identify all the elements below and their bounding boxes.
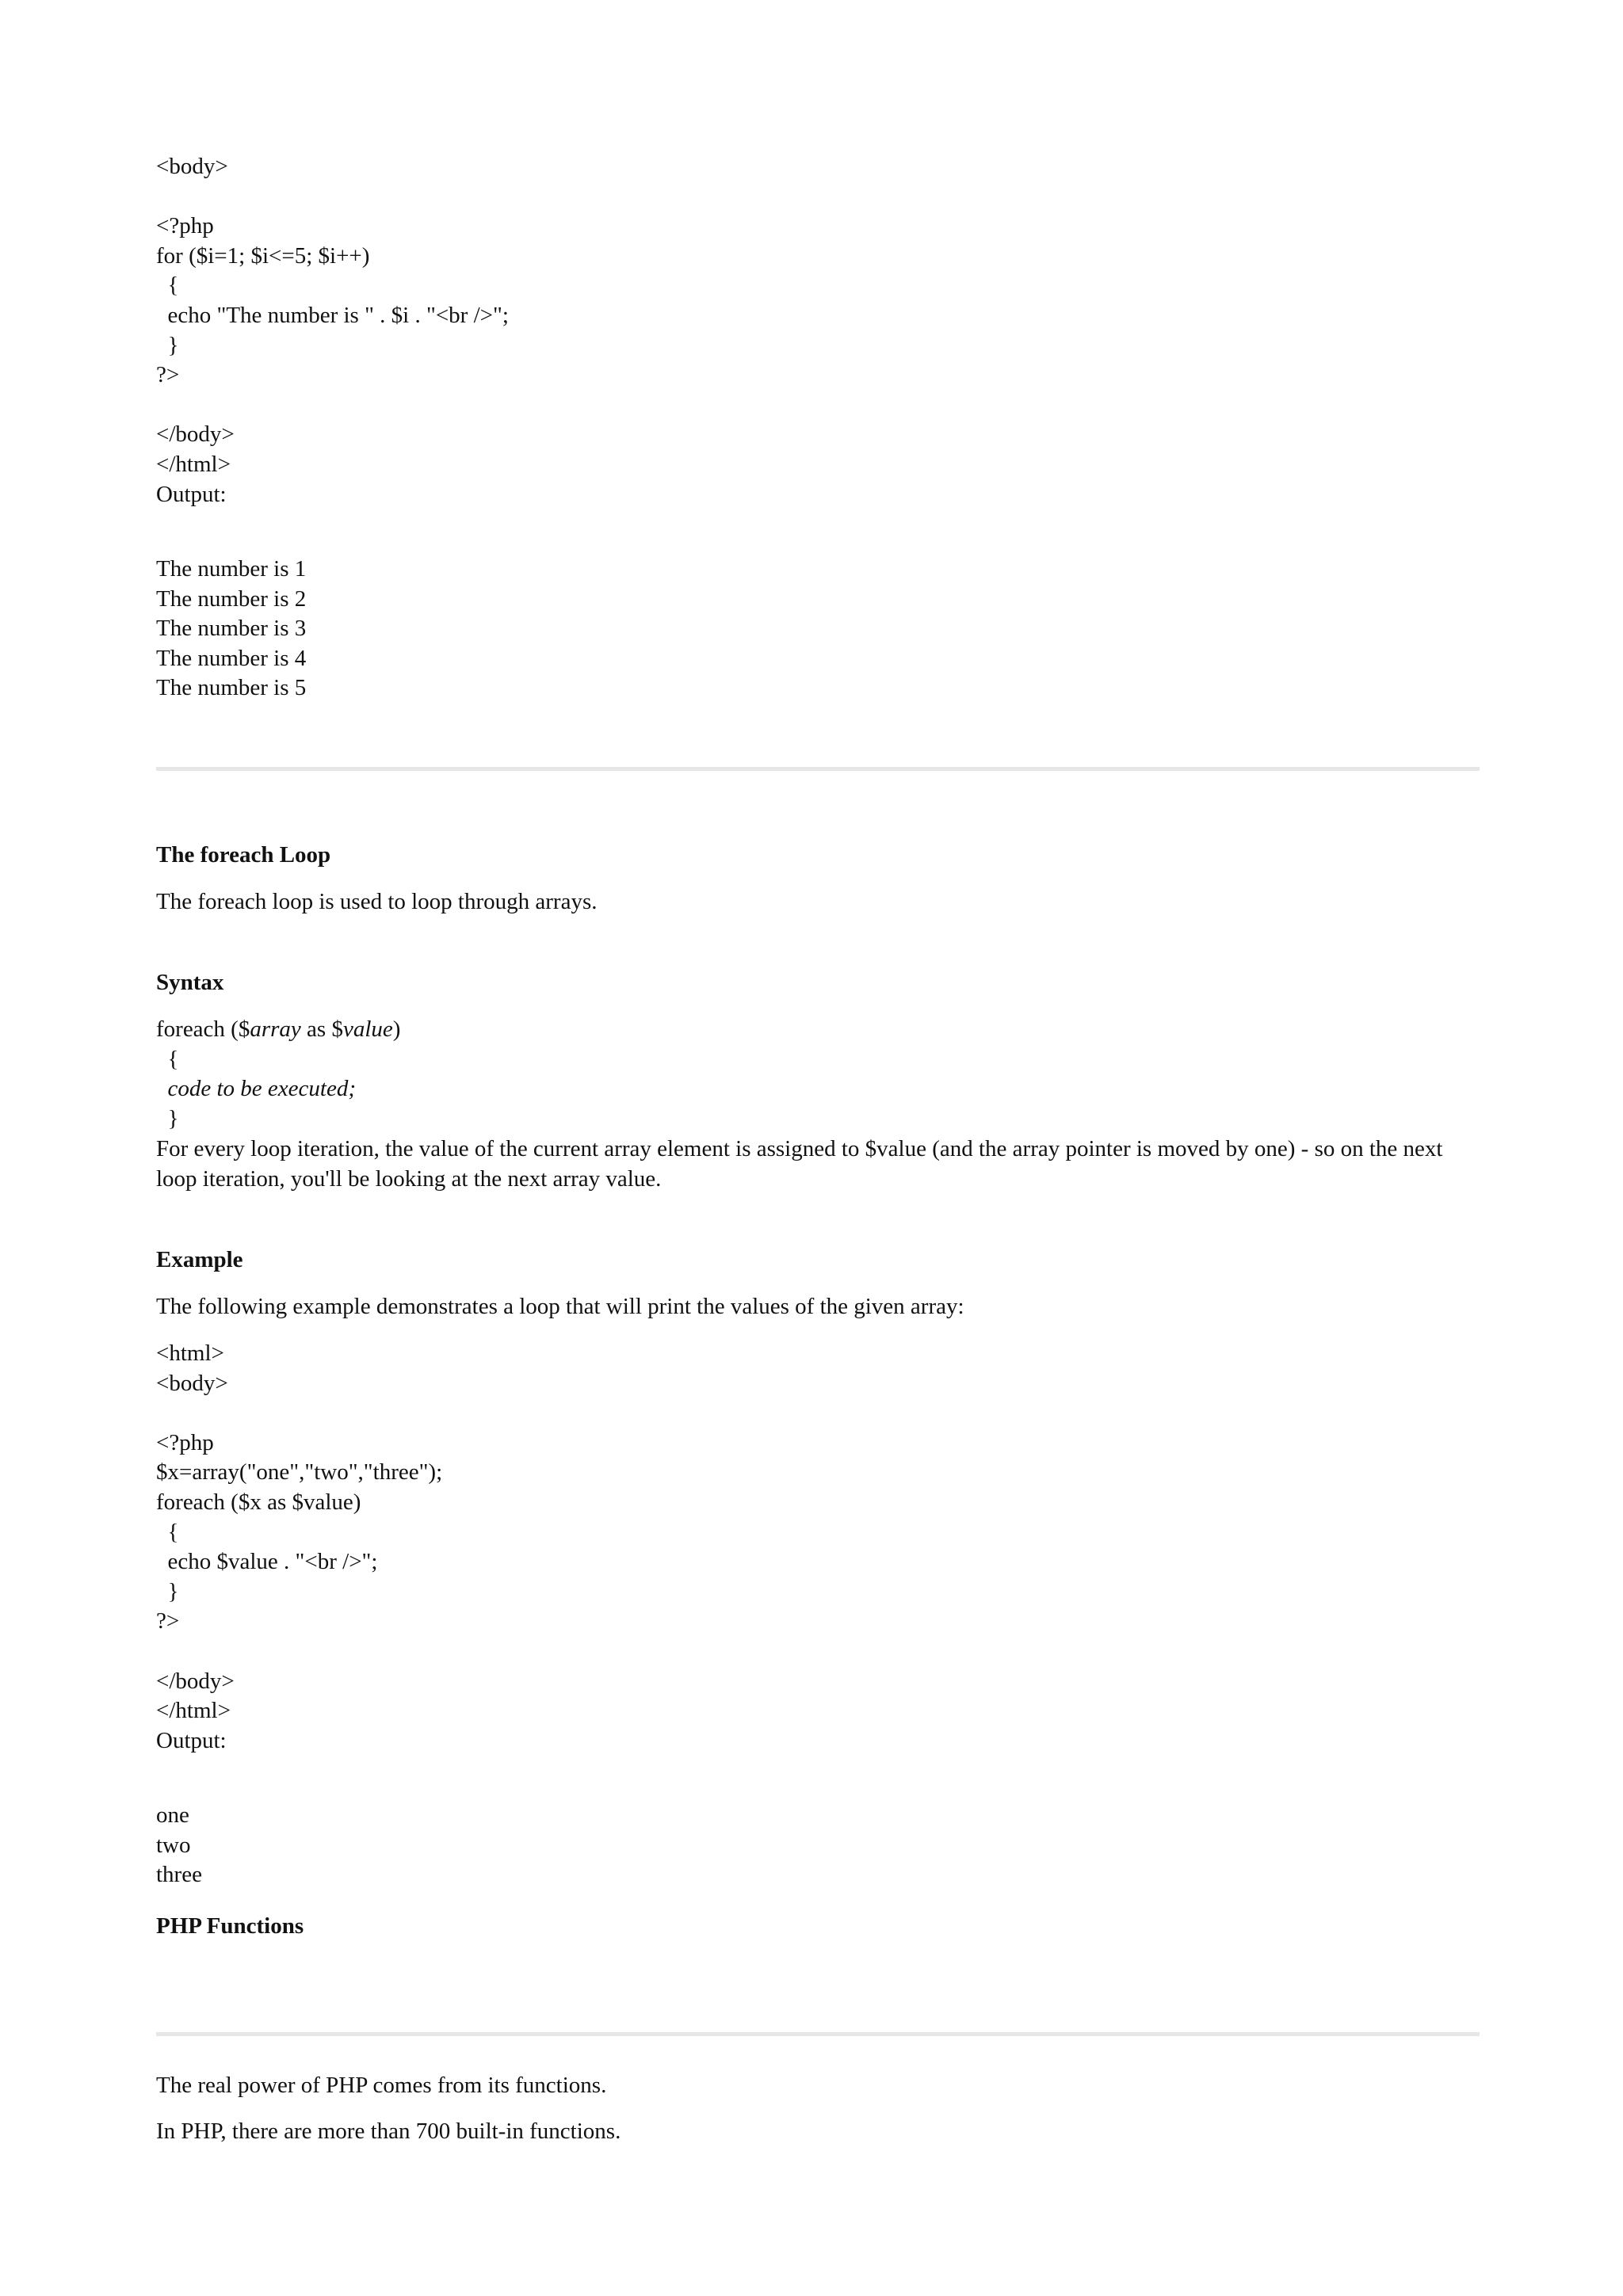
- code-line: <?php: [156, 1429, 214, 1455]
- code-line: foreach ($x as $value): [156, 1489, 361, 1515]
- foreach-intro-paragraph: The foreach loop is used to loop through arrays.: [156, 889, 598, 914]
- section-heading-foreach: The foreach Loop: [156, 842, 331, 868]
- functions-paragraph-1: The real power of PHP comes from its functions.: [156, 2073, 607, 2098]
- code-line: <body>: [156, 154, 228, 179]
- code-line: [156, 1637, 442, 1667]
- code-line: echo $value . "<br />";: [156, 1549, 378, 1575]
- code-line: </body>: [156, 421, 235, 448]
- output-line: The number is 3: [156, 616, 307, 642]
- example-heading: Example: [156, 1247, 243, 1272]
- code-line: </html>: [156, 1698, 231, 1724]
- code-line: echo "The number is " . $i . "<br />";: [156, 302, 509, 328]
- code-line: for ($i=1; $i<=5; $i++): [156, 242, 370, 269]
- code-line: <body>: [156, 1370, 228, 1396]
- code-line: ?>: [156, 1608, 180, 1634]
- output-line: one: [156, 1802, 189, 1828]
- output-line: The number is 5: [156, 675, 307, 701]
- output-line: The number is 1: [156, 556, 307, 582]
- example-intro-paragraph: The following example demonstrates a loop that will print the values of the given array:: [156, 1294, 964, 1319]
- code-line: $x=array("one","two","three");: [156, 1459, 443, 1486]
- code-line: <html>: [156, 1341, 224, 1366]
- code-line: <?php: [156, 213, 214, 239]
- output-label: Output:: [156, 1727, 227, 1753]
- code-line: }: [156, 332, 179, 358]
- code-line: {: [156, 273, 179, 299]
- code-line: </html>: [156, 451, 231, 477]
- code-block-for-loop: [156, 152, 509, 509]
- syntax-text: ): [392, 1016, 401, 1042]
- code-line: ?>: [156, 362, 180, 388]
- horizontal-divider: [156, 767, 1480, 771]
- code-line: </body>: [156, 1668, 235, 1694]
- output-line: The number is 4: [156, 645, 307, 671]
- code-line: [156, 391, 509, 421]
- syntax-heading: Syntax: [156, 970, 224, 995]
- code-line: [156, 1398, 442, 1428]
- output-label: Output:: [156, 481, 227, 507]
- syntax-block: [156, 1015, 400, 1134]
- syntax-line: [156, 1015, 400, 1045]
- output-block-foreach: [156, 1801, 202, 1890]
- code-line: {: [156, 1519, 179, 1545]
- code-line: [156, 182, 509, 212]
- output-line: The number is 2: [156, 585, 307, 612]
- horizontal-divider: [156, 2032, 1480, 2036]
- syntax-line: }: [156, 1105, 179, 1131]
- code-line: }: [156, 1578, 179, 1604]
- functions-paragraph-2: In PHP, there are more than 700 built-in functions.: [156, 2119, 621, 2144]
- syntax-text: as $: [300, 1016, 343, 1042]
- syntax-line: {: [156, 1046, 179, 1072]
- syntax-placeholder-array: array: [250, 1016, 301, 1042]
- syntax-line: [156, 1074, 400, 1104]
- output-line: three: [156, 1862, 202, 1888]
- syntax-placeholder-value: value: [342, 1016, 393, 1042]
- syntax-text: foreach ($: [156, 1016, 250, 1042]
- section-heading-php-functions: PHP Functions: [156, 1913, 304, 1939]
- output-line: two: [156, 1832, 191, 1858]
- foreach-explanation-paragraph: For every loop iteration, the value of the current array element is assigned to $value (and the array pointer is moved by one) - so on the next loop iteration, you'll be looking at the next array value.: [156, 1136, 1443, 1192]
- syntax-placeholder-code: code to be executed;: [167, 1076, 356, 1102]
- output-block-for-loop: [156, 555, 306, 704]
- code-block-foreach: [156, 1339, 442, 1756]
